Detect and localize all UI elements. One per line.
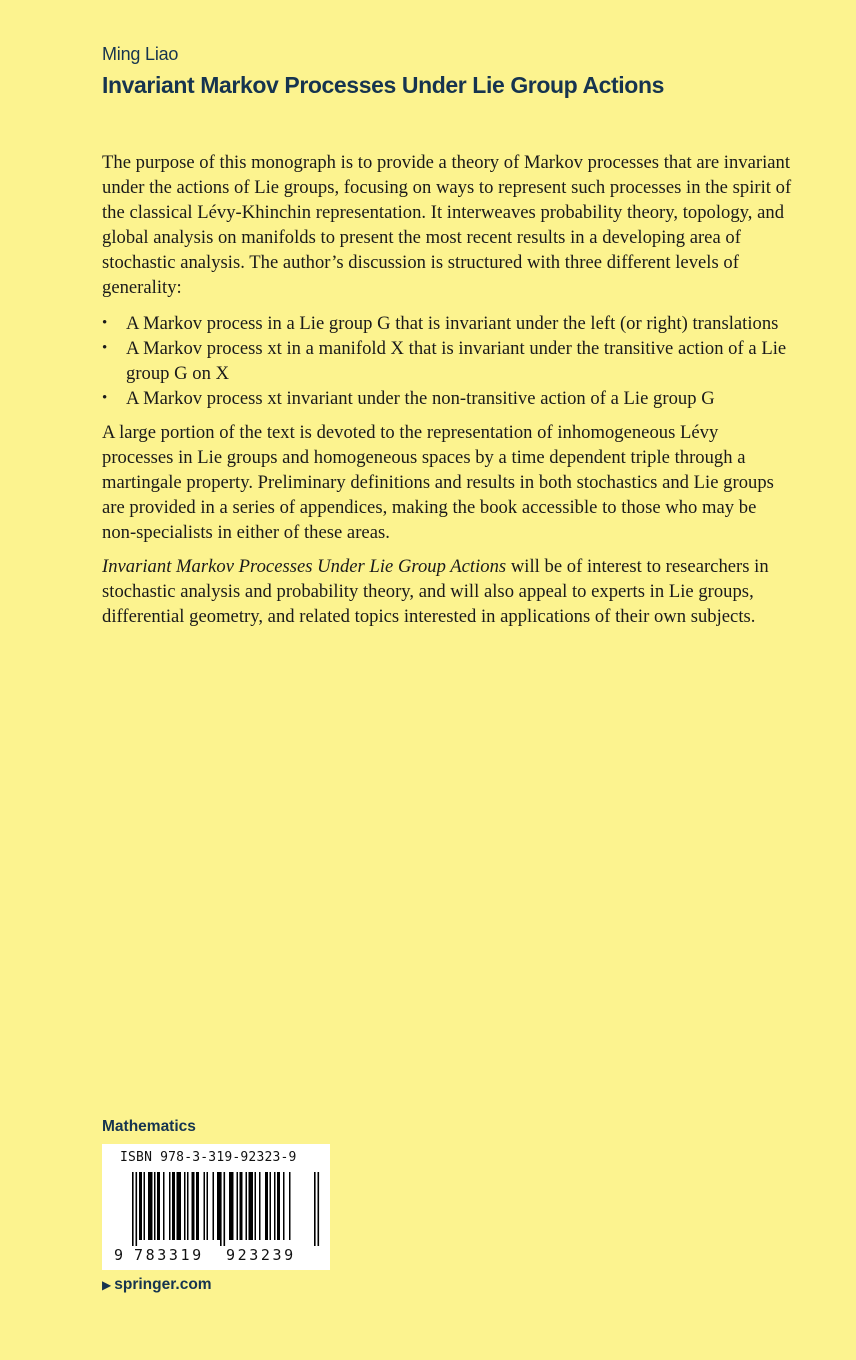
barcode-digit-first: 9 — [114, 1246, 124, 1264]
list-item: • A Markov process in a Lie group G that is invariant under the left (or right) translations — [102, 311, 792, 336]
barcode-digits-left: 783319 — [134, 1246, 204, 1264]
barcode-digits-right: 923239 — [226, 1246, 296, 1264]
book-title: Invariant Markov Processes Under Lie Group Actions — [102, 72, 664, 98]
barcode-bars — [102, 1172, 330, 1246]
author-name: Ming Liao — [102, 44, 179, 64]
italic-book-title: Invariant Markov Processes Under Lie Group Actions — [102, 556, 507, 577]
description-block — [102, 150, 792, 638]
isbn-barcode — [102, 1144, 330, 1270]
third-paragraph-text: will be of interest to researchers in stochastic analysis and probability theory, and will also appeal to experts in Lie groups, differential geometry, and related topics interested in applications of their own subjects. — [102, 556, 769, 627]
isbn-label: ISBN 978-3-319-92323-9 — [120, 1150, 297, 1165]
play-arrow-icon: ▶ — [102, 1278, 112, 1292]
publisher-link[interactable] — [102, 1276, 212, 1294]
intro-paragraph: The purpose of this monograph is to provide a theory of Markov processes that are invariant under the actions of Lie groups, focusing on ways to represent such processes in the spirit of the classical Lévy-Khinchin representation. It interweaves probability theory, topology, and global analysis on manifolds to present the most recent results in a developing area of stochastic analysis. The author’s discussion is structured with three different levels of generality: — [102, 152, 792, 298]
third-paragraph — [102, 554, 792, 629]
generality-list — [102, 311, 792, 411]
list-item: • A Markov process xt invariant under the non-transitive action of a Lie group G — [102, 386, 792, 411]
publisher-url: springer.com — [114, 1276, 212, 1293]
subject-category: Mathematics — [102, 1118, 196, 1135]
list-item: • A Markov process xt in a manifold X that is invariant under the transitive action of a Lie group G on X — [102, 336, 792, 386]
second-paragraph: A large portion of the text is devoted to the representation of inhomogeneous Lévy processes in Lie groups and homogeneous spaces by a time dependent triple through a martingale property. Preliminary definitions and results in both stochastics and Lie groups are provided in a series of appendices, making the book accessible to those who may be non-specialists in either of these areas. — [102, 422, 774, 543]
